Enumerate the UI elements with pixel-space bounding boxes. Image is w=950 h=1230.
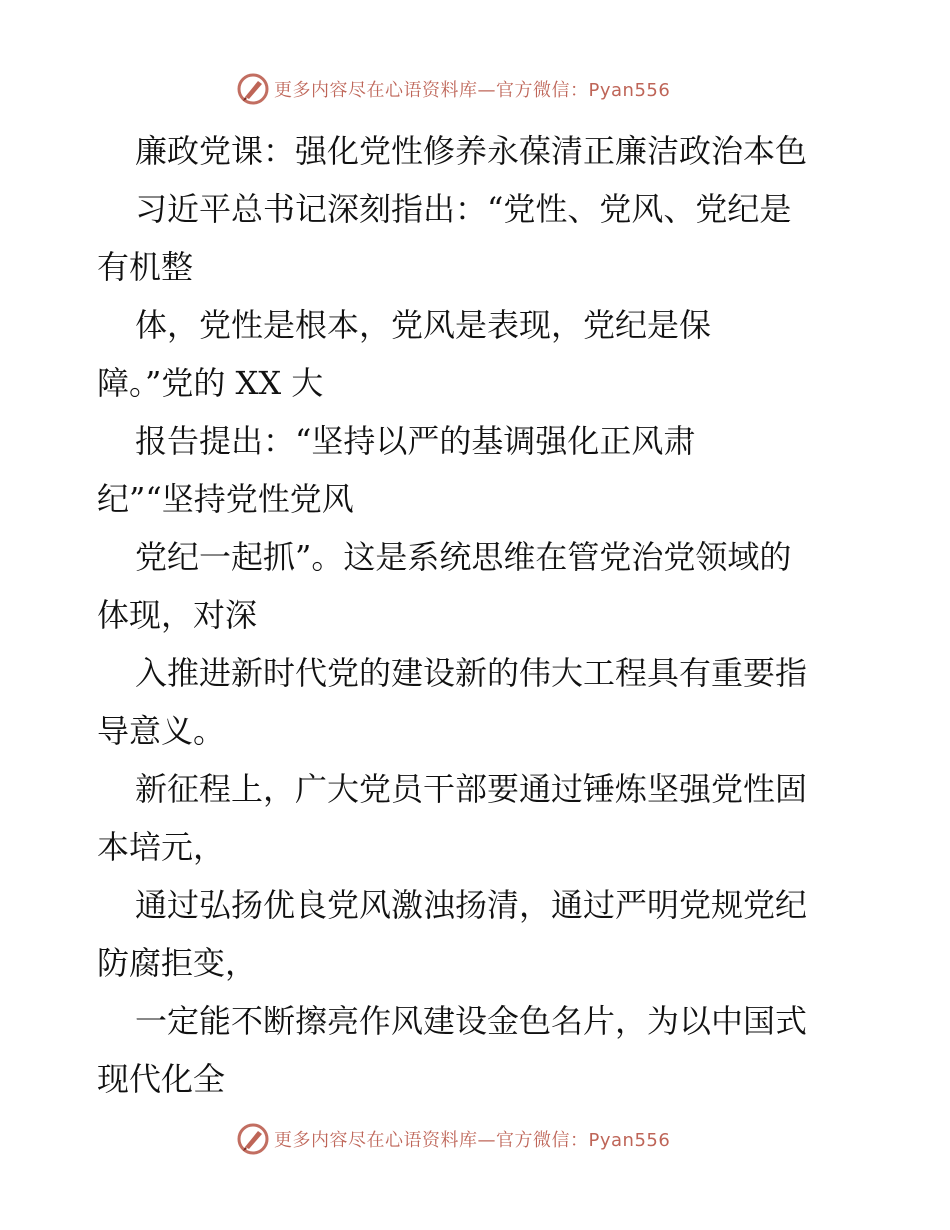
body-line: 报告提出：“坚持以严的基调强化正风肃	[135, 422, 696, 460]
pen-logo-icon	[236, 72, 270, 106]
body-line: 入推进新时代党的建设新的伟大工程具有重要指	[135, 654, 808, 692]
header-watermark	[236, 71, 756, 107]
body-line: 障。”党的 XX 大	[97, 364, 324, 402]
pen-logo-icon	[236, 1122, 270, 1156]
body-line: 防腐拒变，	[97, 944, 258, 982]
body-line: 习近平总书记深刻指出：“党性、党风、党纪是	[135, 190, 792, 228]
body-line: 党纪一起抓”。这是系统思维在管党治党领域的	[135, 538, 792, 576]
body-line: 通过弘扬优良党风激浊扬清，通过严明党规党纪	[135, 886, 808, 924]
body-line: 本培元，	[97, 828, 226, 866]
body-line: 体现，对深	[97, 596, 258, 634]
body-line: 导意义。	[97, 712, 226, 750]
body-line: 有机整	[97, 248, 194, 286]
document-body	[97, 122, 857, 1108]
body-line: 新征程上，广大党员干部要通过锤炼坚强党性固	[135, 770, 808, 808]
body-line: 一定能不断擦亮作风建设金色名片，为以中国式	[135, 1002, 808, 1040]
footer-watermark	[236, 1121, 756, 1157]
document-title: 廉政党课：强化党性修养永葆清正廉洁政治本色	[135, 132, 808, 170]
body-line: 纪”“坚持党性党风	[97, 480, 354, 518]
body-line: 现代化全	[97, 1060, 226, 1098]
watermark-text: 更多内容尽在心语资料库—官方微信：Pyan556	[274, 80, 671, 101]
watermark-text: 更多内容尽在心语资料库—官方微信：Pyan556	[274, 1130, 671, 1151]
body-line: 体，党性是根本，党风是表现，党纪是保	[135, 306, 712, 344]
